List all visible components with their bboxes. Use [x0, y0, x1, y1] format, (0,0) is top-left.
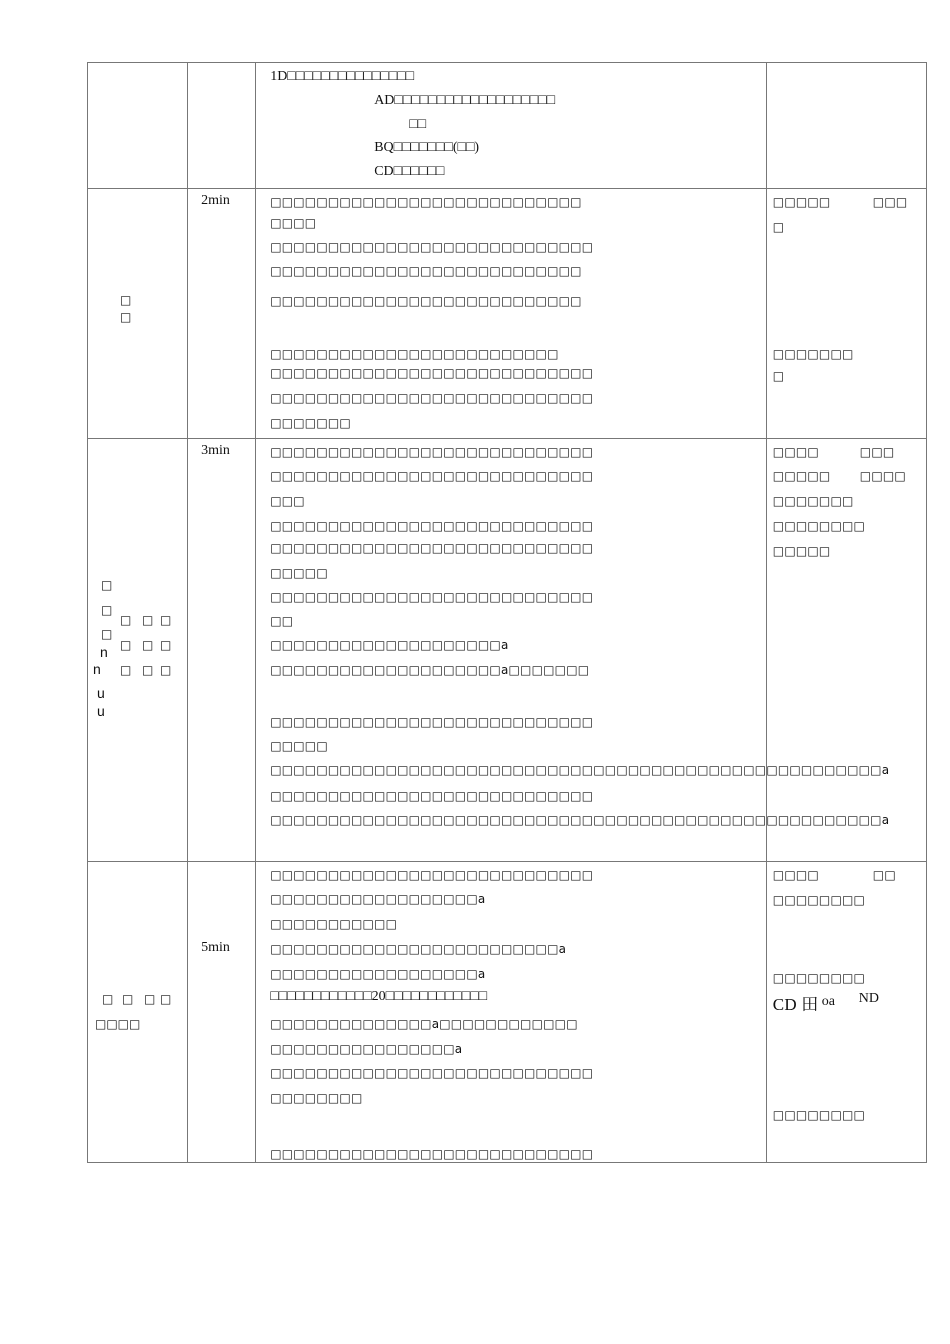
section-label: □	[120, 663, 132, 677]
notes-cell	[766, 862, 926, 1163]
note-line: oa	[821, 994, 835, 1009]
content-line: □□□□□□□□□□□□□□□□□□□□□□□□□□□	[270, 195, 582, 209]
content-line: □□	[270, 614, 294, 628]
content-line: □□	[409, 117, 427, 132]
note-line: □□□□	[772, 868, 819, 882]
note-line: ND	[858, 991, 880, 1006]
lesson-plan-table	[87, 62, 927, 1163]
section-label: □	[160, 663, 172, 677]
section-label: □	[144, 992, 156, 1006]
content-line: CD□□□□□□	[374, 164, 445, 179]
note-line: □□□	[872, 195, 908, 209]
table-row	[88, 862, 927, 1163]
table-row	[88, 63, 927, 189]
note-line: □□□□□□□	[772, 494, 854, 508]
section-label: □	[142, 638, 154, 652]
content-line: □□□□□□□□□□□	[270, 917, 398, 931]
table-row	[88, 189, 927, 439]
notes-cell	[766, 63, 926, 189]
note-line: □□□□□□□□	[772, 1108, 866, 1122]
content-line: □□□□□□□□□□□□□□□□□□□□□□□□□□□	[270, 294, 582, 308]
note-line: □□□□□	[772, 544, 831, 558]
section-label: □	[160, 638, 172, 652]
time-label: 5min	[201, 940, 230, 955]
section-label: □	[160, 613, 172, 627]
note-line: □□	[872, 868, 896, 882]
content-line: 1D□□□□□□□□□□□□□□□	[270, 69, 415, 84]
notes-cell	[766, 189, 926, 439]
notes-cell	[766, 439, 926, 862]
note-line: □	[772, 369, 785, 383]
content-line: □□□□□□□□□□□□□□□□□□□□□□□□□□□	[270, 264, 582, 278]
section-label: □	[101, 603, 113, 617]
time-cell	[188, 439, 256, 862]
section-label: □	[102, 992, 114, 1006]
content-line: □□□□□	[270, 739, 328, 753]
content-cell	[256, 862, 767, 1163]
note-line: □	[772, 220, 785, 234]
section-label: □	[101, 578, 113, 592]
content-line: □□□□□□□□□□□□□□□□□□□□□□□□□□□□	[270, 868, 594, 882]
content-line: □□□□□□□□□□□□□□□□□□□□□□□□□□□□	[270, 445, 594, 459]
section-label: □	[122, 992, 134, 1006]
content-line: □□□□	[270, 216, 317, 230]
time-cell	[188, 63, 256, 189]
note-line: □□□□	[859, 469, 906, 483]
content-line: □□□□□□□□□□□□□□□□□□□□a□□□□□□□	[270, 663, 590, 677]
content-line: □□□□□□□□□□□□20□□□□□□□□□□□□	[270, 989, 488, 1004]
time-cell	[188, 862, 256, 1163]
section-label: n	[93, 661, 101, 677]
content-line: □□□□□□□□□□□□□□□□□□□□□□□□□□□□	[270, 366, 594, 380]
section-label: u	[97, 703, 105, 719]
section-label: □	[142, 663, 154, 677]
note-line: □□□□□□□	[772, 347, 854, 361]
section-label: n	[100, 644, 108, 660]
content-cell	[256, 63, 767, 189]
section-cell	[88, 63, 188, 189]
content-line: □□□□□□□□□□□□□□□□□□□□□□□□□□□□	[270, 715, 594, 729]
content-line: □□□□□□□□□□□□□□□□□□□□□□□□□□□□	[270, 590, 594, 604]
content-line: □□□□□□□□□□□□□□□□□□□□□□□□□□□□	[270, 1066, 594, 1080]
content-line: □□□□□□□□□□□□□□□□□□□□□□□□□□□□	[270, 519, 594, 533]
content-line: □□□□□□□□□□□□□□□□□□□□□□□□□	[270, 347, 559, 361]
section-label: □	[120, 293, 132, 307]
content-line: AD□□□□□□□□□□□□□□□□□□□	[374, 93, 556, 108]
note-line: □□□□□	[772, 195, 831, 209]
content-line: □□□□□□□□□□□□□□□□□□a	[270, 892, 486, 906]
section-cell	[88, 862, 188, 1163]
note-line: □□□□□□□□	[772, 971, 866, 985]
time-cell	[188, 189, 256, 439]
content-line: □□□□□□□□□□□□□□□□□□□□□□□□□□□□□□□□□□□□□□□□□□□□□□□□□□□□□a	[270, 813, 890, 827]
content-line: □□□□□□□□□□□□□□□□□□□□□□□□□□□□	[270, 541, 594, 555]
content-line: □□□□□□□	[270, 416, 351, 430]
section-label: □	[160, 992, 172, 1006]
table-row	[88, 439, 927, 862]
section-label: □	[120, 638, 132, 652]
note-line: □□□	[859, 445, 895, 459]
section-cell	[88, 439, 188, 862]
section-label: □	[101, 627, 113, 641]
note-line: □□□□□□□□	[772, 893, 866, 907]
section-label: □□□□	[95, 1017, 141, 1031]
section-label: □	[120, 310, 132, 324]
content-line: □□□□□□□□□□□□□□□□□□□□□□□□□□□□	[270, 789, 594, 803]
content-line: □□□□□□□□□□□□□□□□a	[270, 1042, 463, 1056]
time-label: 2min	[201, 193, 230, 208]
content-cell	[256, 439, 890, 862]
content-line: □□□□□	[270, 566, 328, 580]
content-line: □□□□□□□□□□□□□□□□□□□□a	[270, 638, 509, 652]
content-line: □□□□□□□□□□□□□□□□□□□□□□□□□□□□□□□□□□□□□□□□□□□□□□□□□□□□□a	[270, 763, 890, 777]
content-line: □□□	[270, 494, 305, 508]
note-line: □□□□□	[772, 469, 831, 483]
content-line: BQ□□□□□□□(□□)	[374, 140, 480, 155]
note-line: □□□□	[772, 445, 819, 459]
content-line: □□□□□□□□□□□□□□a□□□□□□□□□□□□	[270, 1017, 578, 1031]
time-label: 3min	[201, 443, 230, 458]
content-cell	[256, 189, 767, 439]
note-line: CD 田	[772, 995, 819, 1014]
content-line: □□□□□□□□□□□□□□□□□□a	[270, 967, 486, 981]
content-line: □□□□□□□□□□□□□□□□□□□□□□□□□□□□	[270, 391, 594, 405]
section-cell	[88, 189, 188, 439]
content-line: □□□□□□□□□□□□□□□□□□□□□□□□□a	[270, 942, 567, 956]
content-line: □□□□□□□□	[270, 1091, 363, 1105]
section-label: □	[142, 613, 154, 627]
content-line: □□□□□□□□□□□□□□□□□□□□□□□□□□□□	[270, 1147, 594, 1161]
content-line: □□□□□□□□□□□□□□□□□□□□□□□□□□□□	[270, 469, 594, 483]
content-line: □□□□□□□□□□□□□□□□□□□□□□□□□□□□	[270, 240, 594, 254]
section-label: u	[97, 685, 105, 701]
note-line: □□□□□□□□	[772, 519, 866, 533]
section-label: □	[120, 613, 132, 627]
